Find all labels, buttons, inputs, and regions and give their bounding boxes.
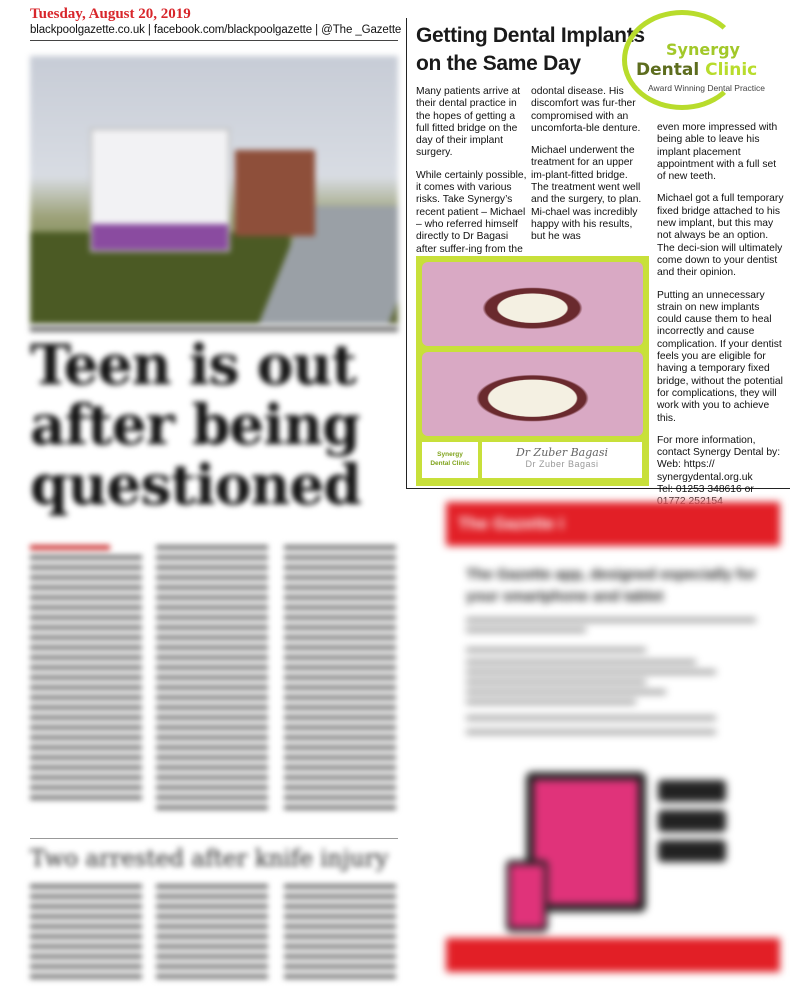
gazette-app-ad (446, 500, 780, 976)
news-text-col-2 (156, 545, 268, 815)
ad-photo-panel (416, 256, 649, 486)
ad-col1-p2: While certainly possible, it comes with various risks. Take Synergy’s recent patient – Michael – who referred himself directly to Dr Bagasi after suffer-ing from the (416, 169, 527, 255)
issue-date: Tuesday, August 20, 2019 (30, 6, 191, 22)
ad-col3-p1: even more impressed with being able to leave his implant placement appointment with a full set of new teeth. (657, 122, 778, 183)
ad-col2-p1: odontal disease. His discomfort was fur-ther compromised with an uncomforta-ble denture. (531, 86, 641, 134)
app-store-badge (658, 780, 726, 802)
logo-line-2a: Dental (636, 60, 700, 80)
app-ad-bar-title: The Gazette i (458, 514, 564, 533)
news-text-col-1 (30, 545, 142, 805)
sub-text-col-2 (156, 884, 268, 984)
ad-col1-p1: Many patients arrive at their dental practice in the hopes of getting a full fitted bridge on the day of their implant surgery. (416, 86, 521, 159)
news-sub-headline: Two arrested after knife injury (30, 846, 389, 872)
ad-column-2 (531, 86, 647, 254)
section-rule (30, 838, 398, 839)
logo-tagline: Award Winning Dental Practice (648, 83, 766, 93)
play-store-badge (658, 810, 726, 832)
ad-contact-tel: Tel: 01253 348616 or (657, 484, 754, 496)
mini-logo-line-1: Synergy (437, 451, 463, 458)
mini-logo (422, 442, 478, 478)
news-photo (30, 56, 398, 324)
ad-contact-intro: For more information, contact Synergy Dental by: (657, 434, 781, 459)
site-line: blackpoolgazette.co.uk | facebook.com/blackpoolgazette | @The _Gazette (30, 24, 402, 36)
app-ad-footer (446, 938, 780, 972)
amazon-store-badge (658, 840, 726, 862)
before-teeth-photo (422, 262, 643, 346)
signature-name: Dr Zuber Bagasi (525, 459, 599, 469)
ad-title: Getting Dental Implants on the Same Day (416, 24, 645, 75)
sub-text-col-1 (30, 884, 142, 984)
ad-col3-p3: Putting an unnecessary strain on new implants could cause them to heal incorrectly and cause complication. If your dentist feels you are eligible for having a temporary fixed bridge, without the potential for complications, they will work with you to achieve this. (657, 289, 783, 424)
after-teeth-photo (422, 352, 643, 436)
logo-line-2b: Clinic (699, 60, 758, 80)
logo-line-1: Synergy (666, 40, 740, 59)
news-text-col-3 (284, 545, 396, 815)
signature-script: Dr Zuber Bagasi (515, 446, 608, 459)
app-ad-bar (446, 502, 780, 546)
mini-logo-line-2: Dental Clinic (430, 460, 470, 467)
photo-sign (90, 128, 230, 252)
ad-contact-web-url: synergydental.org.uk (657, 471, 753, 483)
logo-line-2 (636, 60, 757, 80)
signature-box (482, 442, 642, 478)
header-rule (30, 40, 398, 41)
ad-column-1 (416, 86, 528, 278)
ad-col2-p2: Michael underwent the treatment for an upper im-plant-fitted bridge. The treatment went well and the surgery, to plan. Mi-chael was incredibly happy with his results, but he was (531, 145, 642, 243)
ad-contact-web: Web: https:// (657, 459, 715, 471)
photo-house (235, 150, 315, 236)
sub-text-col-3 (284, 884, 396, 984)
ad-col3-p2: Michael got a full temporary fixed bridge attached to his new implant, but this may not always be an option. The deci-sion will ultimately come down to your dentist and their opinion. (657, 193, 784, 279)
news-headline: Teen is out after being questioned (30, 332, 361, 517)
ad-column-3 (657, 122, 785, 509)
app-ad-headline: The Gazette app, designed especially for your smartphone and tablet (466, 566, 757, 605)
app-phone-image (506, 860, 548, 932)
